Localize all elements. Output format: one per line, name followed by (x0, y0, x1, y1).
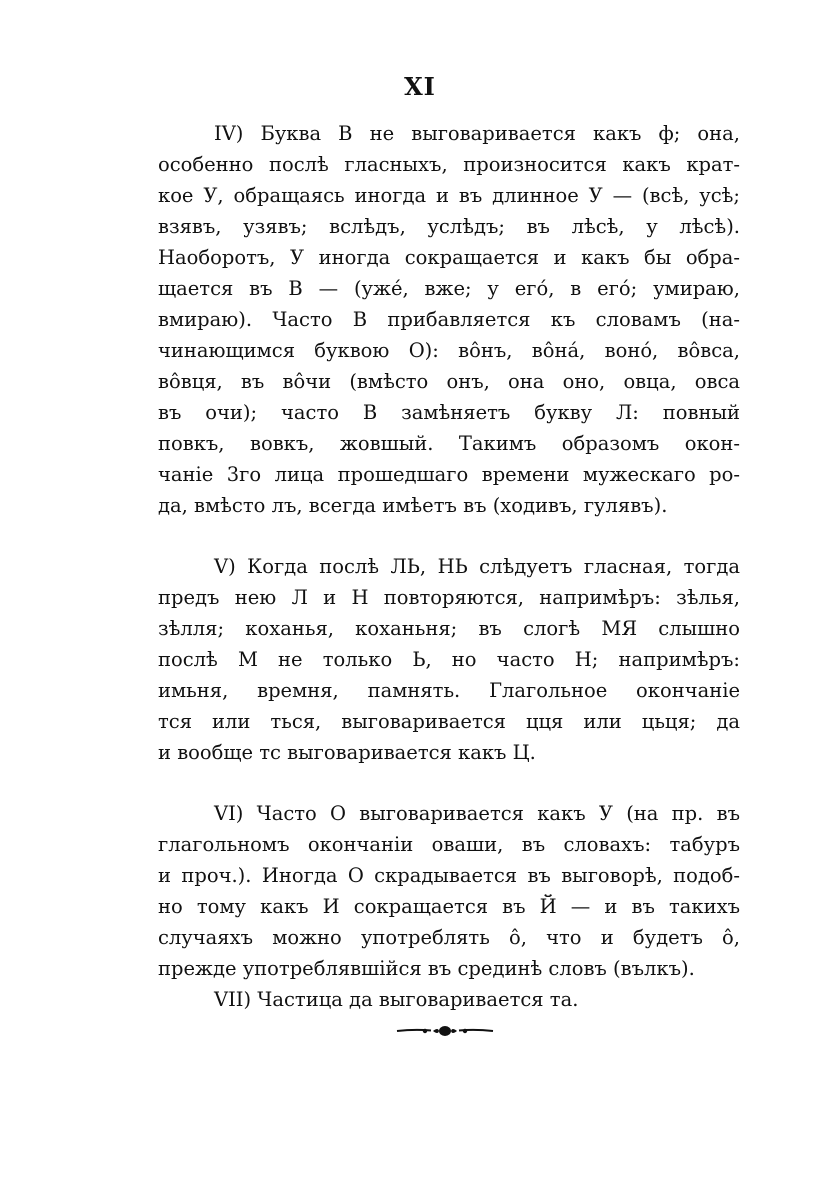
text-line: кое У, обращаясь иногда и въ длинное У — (всѣ, усѣ; (158, 184, 740, 207)
ornamental-divider-icon (395, 1022, 495, 1040)
text-line: Наоборотъ, У иногда сокращается и какъ бы обра- (158, 246, 740, 269)
text-line: особенно послѣ гласныхъ, произносится какъ крат- (158, 153, 740, 176)
text-line: взявъ, узявъ; вслѣдъ, услѣдъ; въ лѣсѣ, у лѣсѣ). (158, 215, 740, 238)
text-line: зѣлля; коханья, коханьня; въ слогѣ МЯ слышно (158, 617, 740, 640)
text-line: щается въ В — (уже́, вже; у его́, в его́; умираю, (158, 277, 740, 300)
text-line: имьня, времня, памнять. Глагольное окончаніе (158, 679, 740, 702)
text-line: но тому какъ И сокращается въ Й — и въ такихъ (158, 895, 740, 918)
paragraph-vii (158, 984, 740, 1015)
text-line: случаяхъ можно употреблять о̂, что и будетъ о̂, (158, 926, 740, 949)
text-line: чаніе 3го лица прошедшаго времени мужескаго ро- (158, 463, 740, 486)
text-line: и вообще тс выговаривается какъ Ц. (158, 741, 536, 764)
paragraph-vi (158, 798, 740, 984)
text-line: послѣ М не только Ь, но часто Н; напримѣръ: (158, 648, 740, 671)
paragraph-gap (158, 768, 740, 798)
text-line: IV) Буква В не выговаривается какъ ф; она, (214, 122, 740, 145)
text-line: вмираю). Часто В прибавляется къ словамъ (на- (158, 308, 740, 331)
text-line: предъ нею Л и Н повторяются, напримѣръ: зѣлья, (158, 586, 740, 609)
text-line: во̂вця, въ во̂чи (вмѣсто онъ, она оно, овца, овса (158, 370, 740, 393)
text-line: повкъ, вовкъ, жовшый. Такимъ образомъ окон- (158, 432, 740, 455)
body-text (158, 118, 740, 1015)
text-line: VII) Частица да выговаривается та. (214, 988, 579, 1011)
text-line: чинающимся буквою О): во̂нъ, во̂на́, воно́, во̂вса, (158, 339, 740, 362)
text-line: V) Когда послѣ ЛЬ, НЬ слѣдуетъ гласная, тогда (214, 555, 740, 578)
text-line: глагольномъ окончаніи оваши, въ словахъ: табуръ (158, 833, 740, 856)
paragraph-gap (158, 521, 740, 551)
text-line: VI) Часто О выговаривается какъ У (на пр. въ (214, 802, 740, 825)
text-line: прежде употреблявшійся въ срединѣ словъ (вълкъ). (158, 957, 695, 980)
paragraph-iv (158, 118, 740, 521)
page-number: XI (404, 72, 436, 101)
text-line: въ очи); часто В замѣняетъ букву Л: повный (158, 401, 740, 424)
paragraph-v (158, 551, 740, 768)
text-line: тся или ться, выговаривается цця или цьця; да (158, 710, 740, 733)
text-line: да, вмѣсто лъ, всегда имѣетъ въ (ходивъ, гулявъ). (158, 494, 668, 517)
text-line: и проч.). Иногда О скрадывается въ выговорѣ, подоб- (158, 864, 740, 887)
